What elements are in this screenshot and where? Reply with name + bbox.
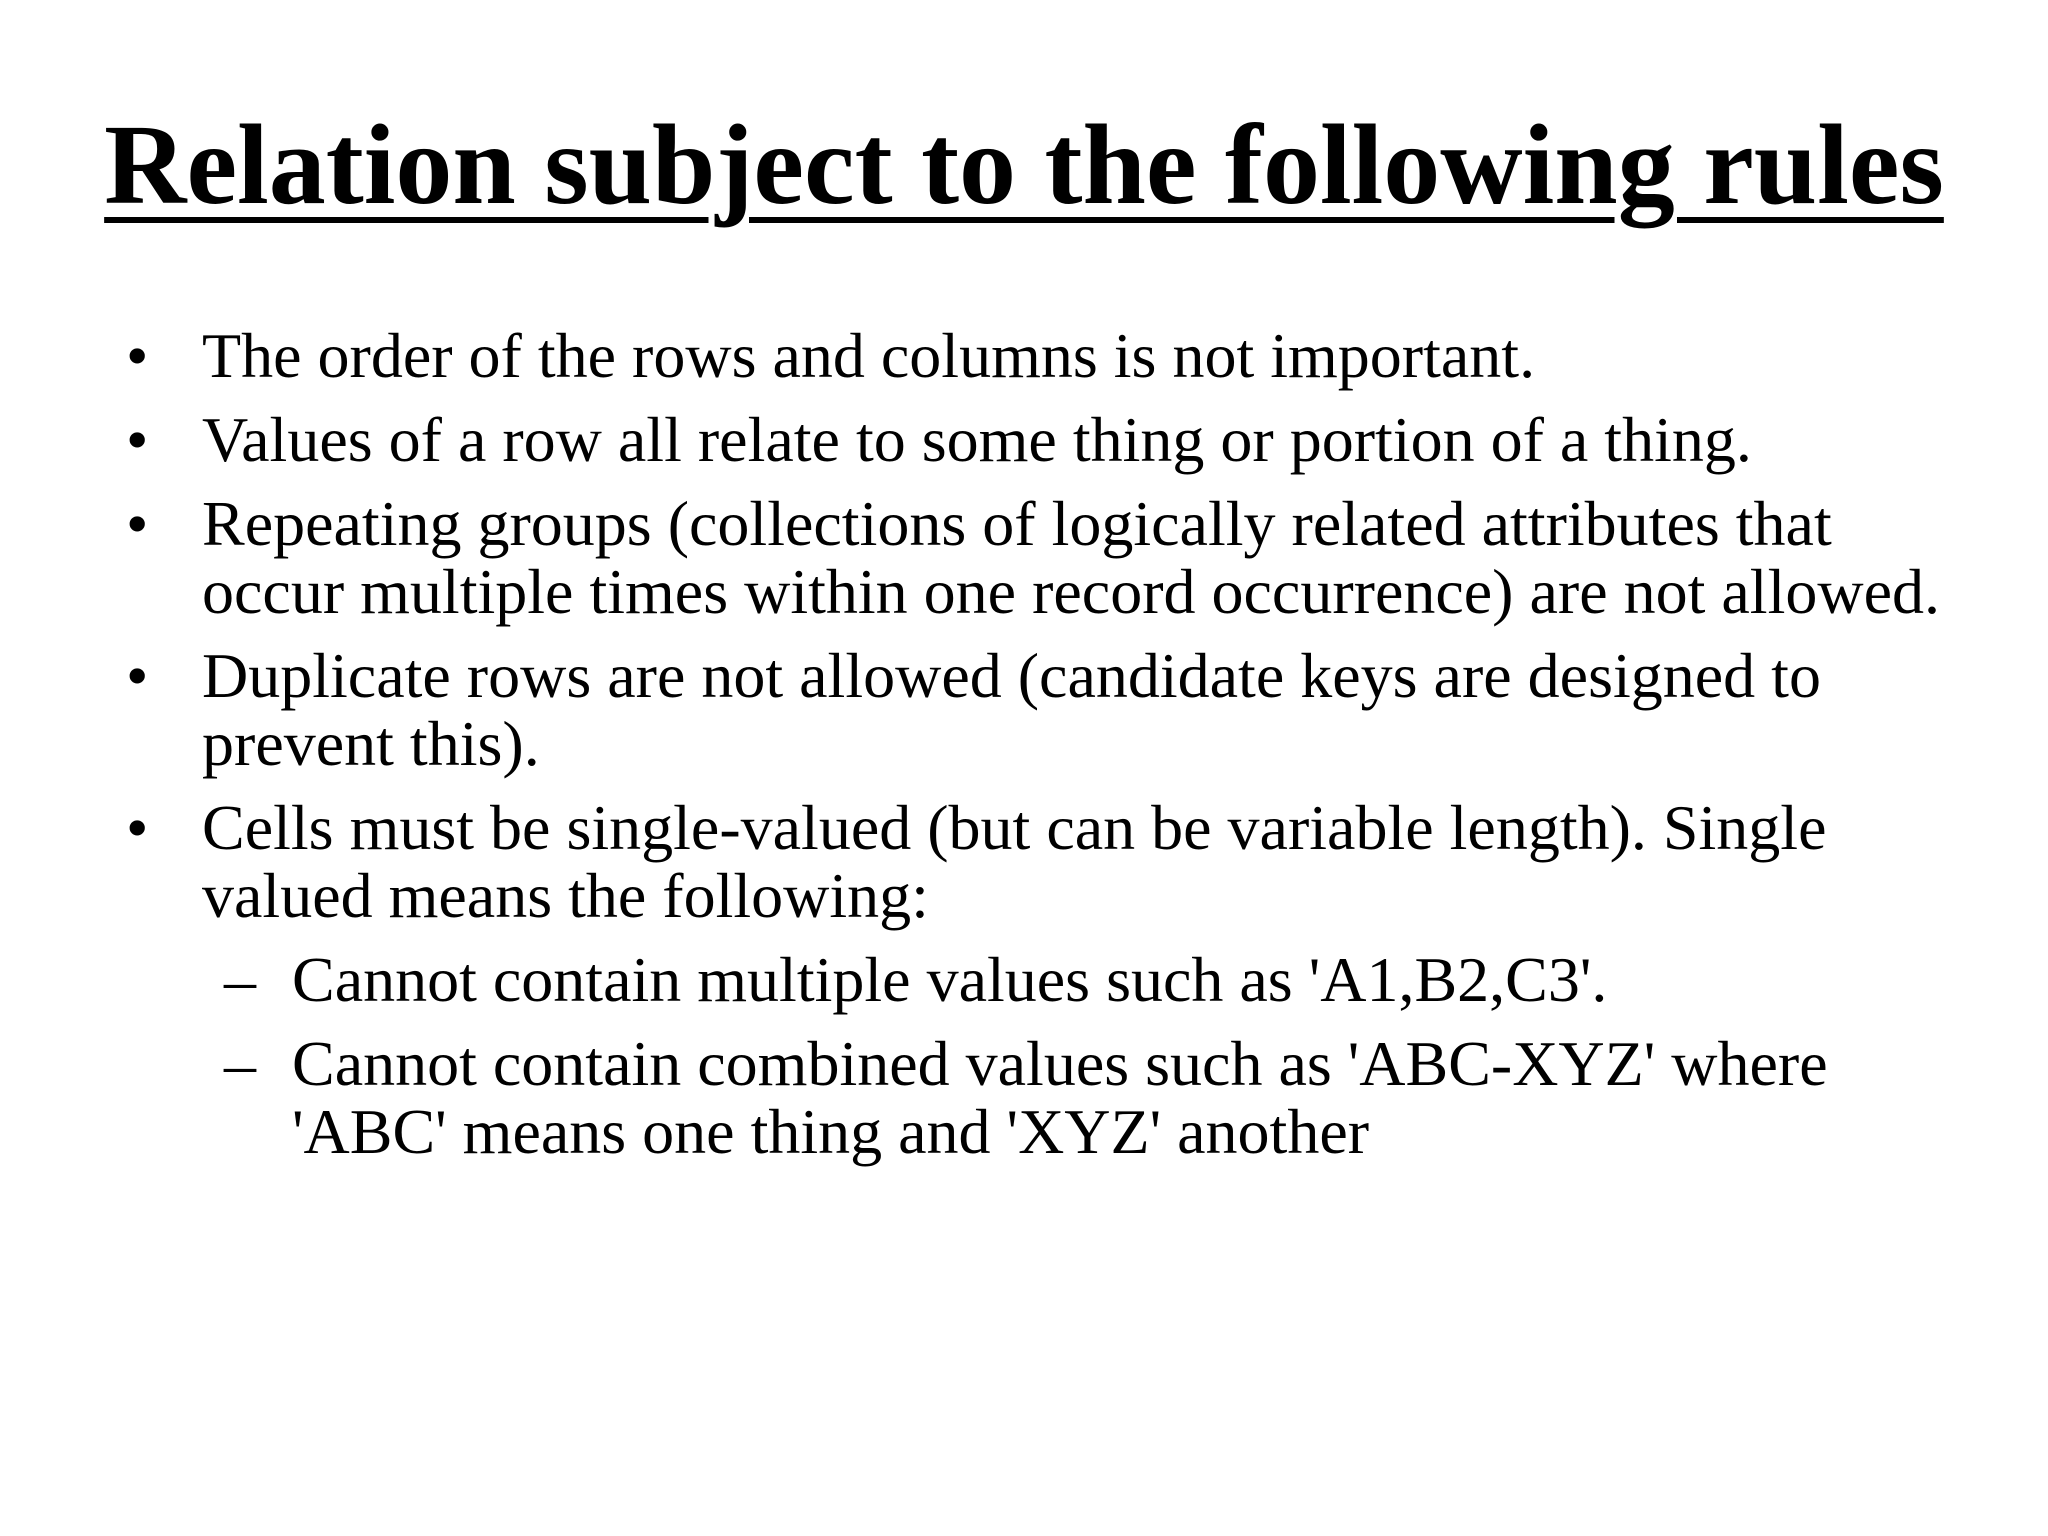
sub-bullet-marker: – xyxy=(224,944,256,1015)
sub-bullet-item xyxy=(120,946,1970,1014)
bullet-marker: • xyxy=(126,792,149,863)
bullet-item xyxy=(120,490,1970,626)
bullet-text: The order of the rows and columns is not important. xyxy=(202,320,1536,391)
sub-bullet-text: Cannot contain multiple values such as 'A1,B2,C3'. xyxy=(292,944,1608,1015)
bullet-marker: • xyxy=(126,320,149,391)
bullet-list xyxy=(120,322,1970,1182)
bullet-item xyxy=(120,794,1970,930)
bullet-text: Duplicate rows are not allowed (candidate keys are designed to prevent this). xyxy=(202,640,1821,779)
bullet-item xyxy=(120,322,1970,390)
bullet-marker: • xyxy=(126,640,149,711)
bullet-text: Repeating groups (collections of logically related attributes that occur multiple times within one record occurrence) are not allowed. xyxy=(202,488,1940,627)
bullet-item xyxy=(120,406,1970,474)
sub-bullet-marker: – xyxy=(224,1028,256,1099)
bullet-marker: • xyxy=(126,404,149,475)
slide-title: Relation subject to the following rules xyxy=(104,101,1944,228)
bullet-text: Cells must be single-valued (but can be variable length). Single valued means the following: xyxy=(202,792,1827,931)
bullet-text: Values of a row all relate to some thing or portion of a thing. xyxy=(202,404,1752,475)
sub-bullet-text: Cannot contain combined values such as 'ABC-XYZ' where 'ABC' means one thing and 'XYZ' another xyxy=(292,1028,1828,1167)
bullet-marker: • xyxy=(126,488,149,559)
bullet-item xyxy=(120,642,1970,778)
sub-bullet-item xyxy=(120,1030,1970,1166)
